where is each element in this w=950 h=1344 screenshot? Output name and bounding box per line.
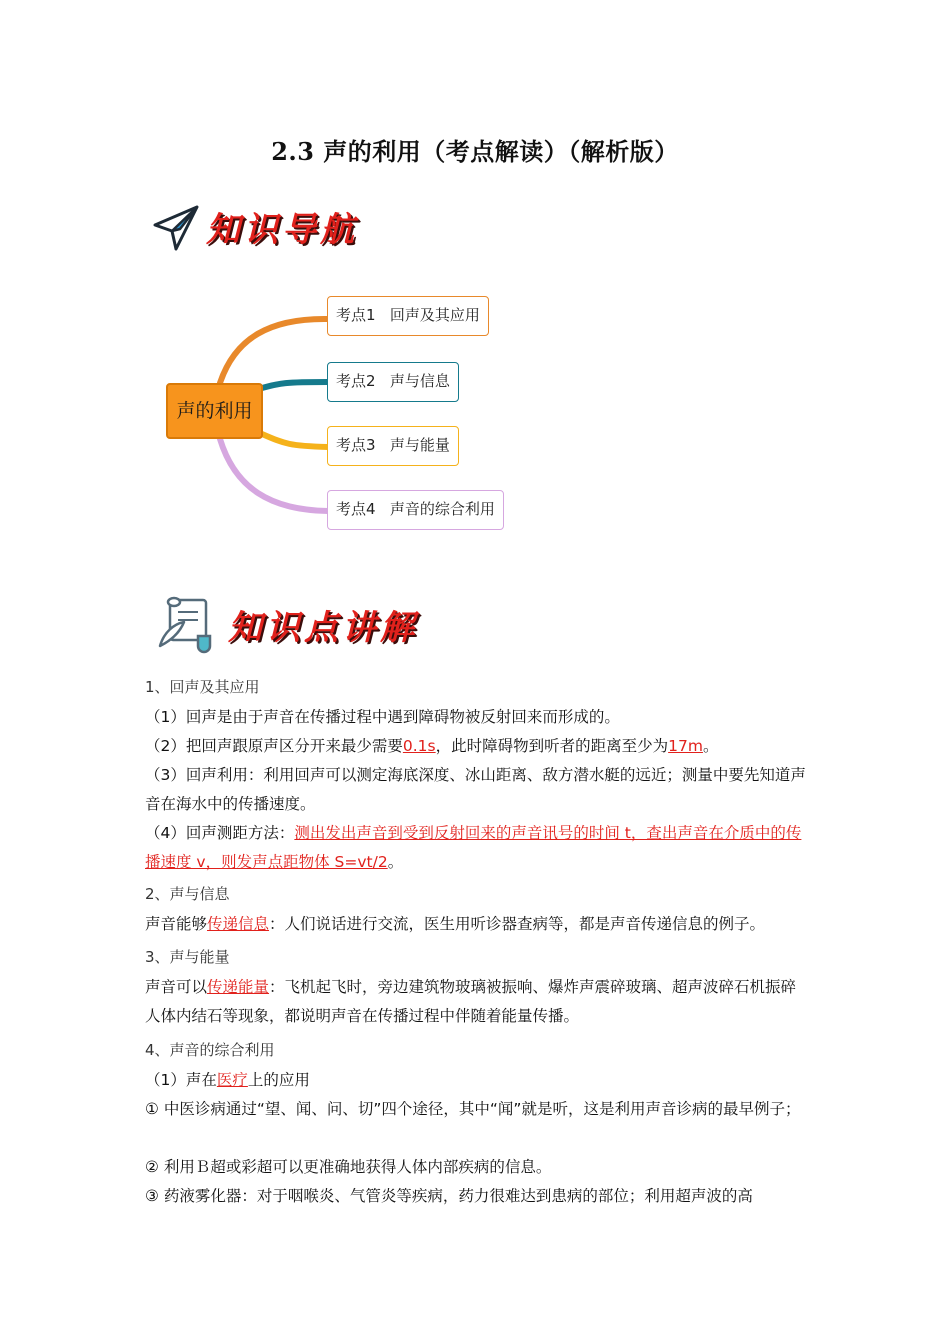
paragraph-1: （1）回声是由于声音在传播过程中遇到障碍物被反射回来而形成的。 (145, 708, 620, 726)
mind-map-node-1: 考点1 回声及其应用 (327, 296, 489, 336)
paragraph-6-text-a: 声音可以 (145, 978, 208, 996)
paragraph-2 (145, 732, 807, 761)
section-heading-2: 2、声与信息 (145, 885, 230, 903)
paragraph-6-text-b: ：飞机起飞时，旁边建筑物玻璃被振响、爆炸声震碎玻璃、超声波碎石机振碎人体内结石等现象，都说明声音在传播过程中伴随着能量传播。 (145, 978, 797, 1025)
paragraph-4-text-b: 。 (387, 853, 404, 871)
paragraph-3: （3）回声利用：利用回声可以测定海底深度、冰山距离、敌方潜水艇的远近；测量中要先知道声音在海水中的传播速度。 (145, 766, 806, 813)
paragraph-4-text-a: （4）回声测距方法： (145, 824, 295, 842)
highlight-medical: 医疗 (216, 1071, 248, 1089)
mind-map-node-4: 考点4 声音的综合利用 (327, 490, 504, 530)
knowledge-explain-banner (154, 594, 418, 654)
highlight-distance: 17m (668, 737, 703, 755)
branch-2 (262, 382, 328, 388)
paper-plane-icon (152, 203, 200, 251)
highlight-echo-method: 测出发出声音到受到反射回来的声音讯号的时间 t，查出声音在介质中的传播速度 v，则发声点距物体 S=vt/2 (145, 824, 802, 871)
highlight-time: 0.1s (402, 737, 436, 755)
section-heading-3: 3、声与能量 (145, 948, 230, 966)
knowledge-explain-title: 知识点讲解 (228, 607, 418, 648)
paragraph-7-text-a: （1）声在 (145, 1071, 217, 1089)
paragraph-5 (145, 910, 807, 939)
paragraph-2-text-b: ，此时障碍物到听者的距离至少为 (435, 737, 669, 755)
branch-1 (220, 319, 328, 383)
paragraph-5-text-b: ：人们说话进行交流，医生用听诊器查病等，都是声音传递信息的例子。 (269, 915, 766, 933)
paragraph-6 (145, 973, 807, 1031)
paragraph-5-text-a: 声音能够 (145, 915, 208, 933)
branch-3 (262, 434, 328, 447)
knowledge-nav-banner (152, 202, 358, 251)
paragraph-7 (145, 1066, 807, 1095)
knowledge-nav-title: 知识导航 (206, 210, 358, 250)
mind-map-node-2: 考点2 声与信息 (327, 362, 459, 402)
mind-map-node-3: 考点3 声与能量 (327, 426, 459, 466)
paragraph-8: ① 中医诊病通过“望、闻、问、切”四个途径，其中“闻”就是听，这是利用声音诊病的最早例子； (145, 1100, 801, 1118)
highlight-transmit-energy: 传递能量 (207, 978, 270, 996)
section-heading-1: 1、回声及其应用 (145, 678, 260, 696)
branch-4 (220, 439, 328, 511)
section-heading-4: 4、声音的综合利用 (145, 1041, 275, 1059)
paragraph-2-text-a: （2）把回声跟原声区分开来最少需要 (145, 737, 403, 755)
paragraph-4 (145, 819, 807, 877)
highlight-transmit-info: 传递信息 (207, 915, 270, 933)
paragraph-10: ③ 药液雾化器：对于咽喉炎、气管炎等疾病，药力很难达到患病的部位；利用超声波的高 (145, 1187, 753, 1205)
scroll-quill-icon (154, 594, 218, 654)
paragraph-7-text-b: 上的应用 (247, 1071, 310, 1089)
mind-map-root: 声的利用 (166, 383, 263, 439)
paragraph-2-text-c: 。 (702, 737, 719, 755)
page-title: 2.3 声的利用（考点解读）（解析版） (271, 137, 679, 166)
paragraph-9: ② 利用Ｂ超或彩超可以更准确地获得人体内部疾病的信息。 (145, 1158, 552, 1176)
mind-map (160, 288, 530, 538)
